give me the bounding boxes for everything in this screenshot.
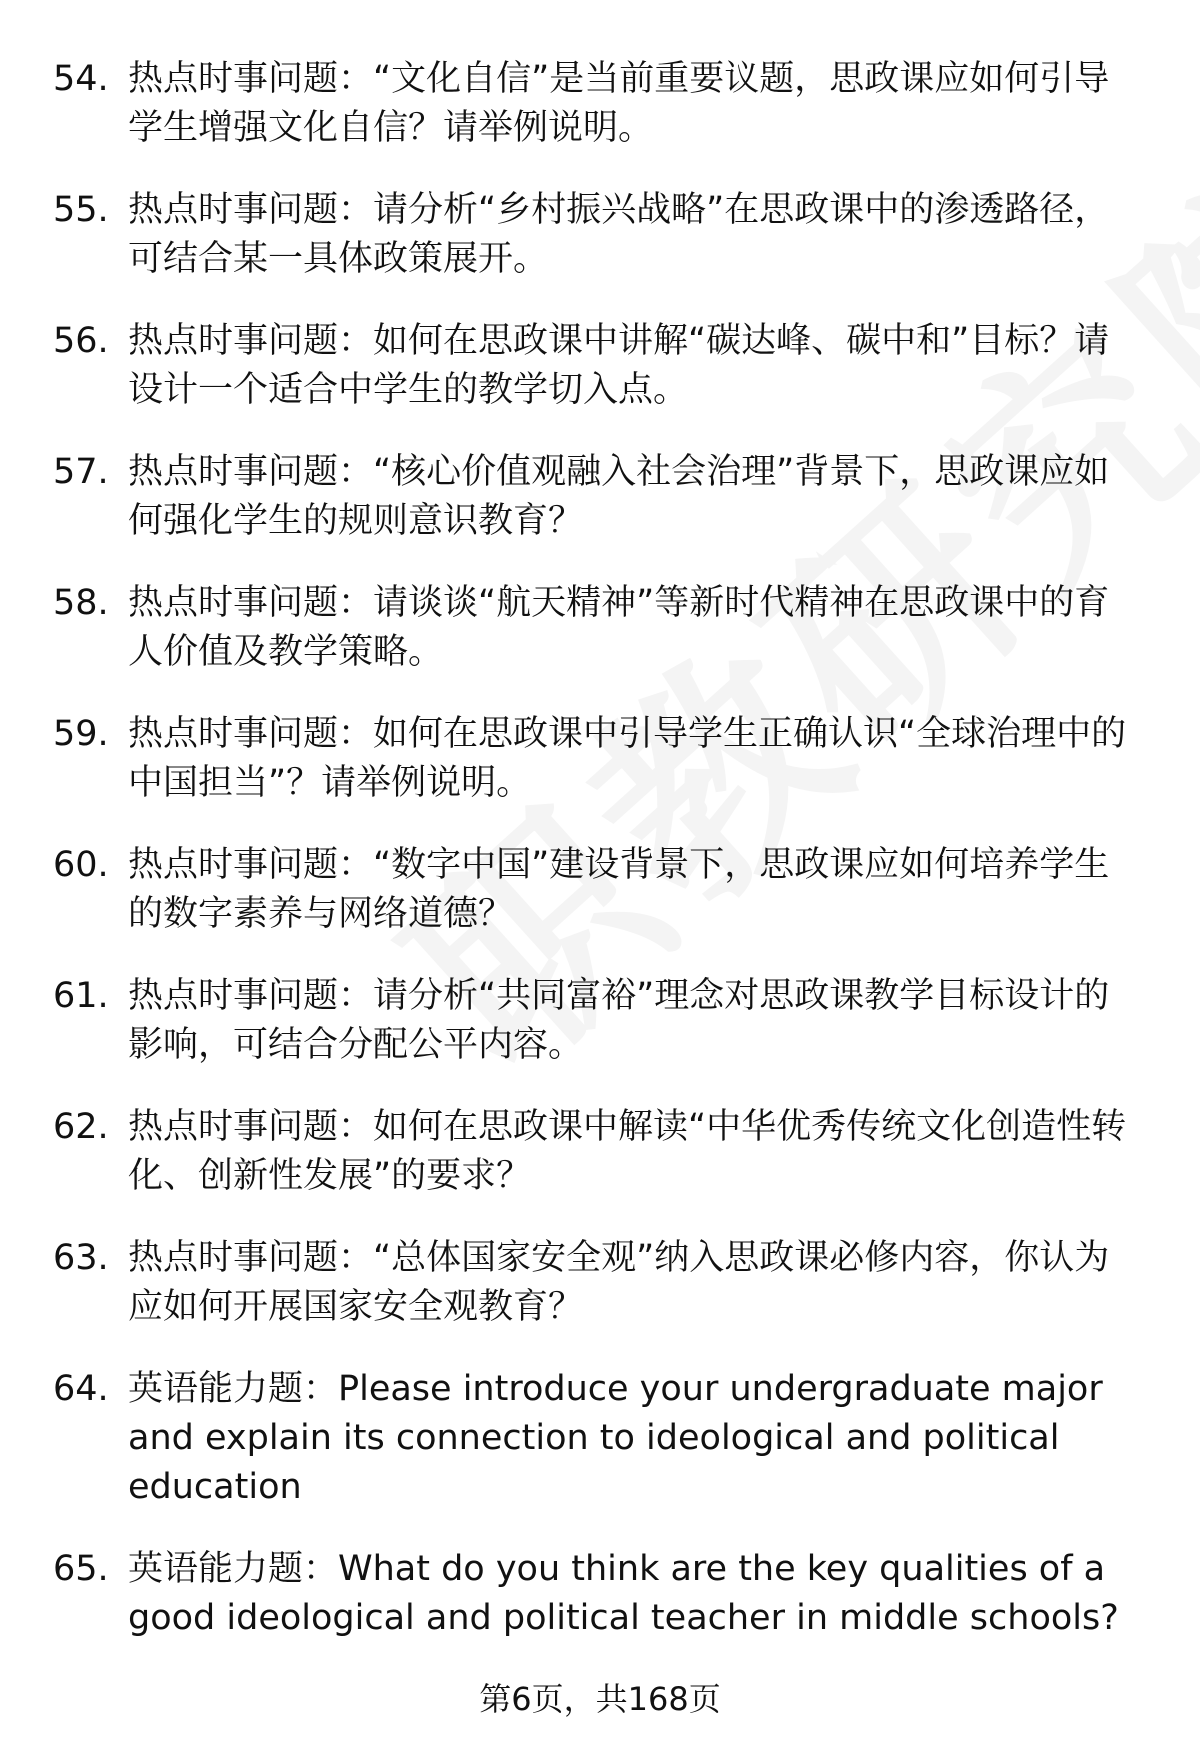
- question-number: 59.: [53, 714, 109, 754]
- page-footer: 第6页，共168页: [479, 1680, 721, 1718]
- question-text: 热点时事问题：“数字中国”建设背景下，思政课应如何培养学生的数字素养与网络道德？: [128, 845, 1110, 934]
- question-number: 60.: [53, 845, 109, 885]
- question-number: 65.: [53, 1549, 109, 1589]
- question-item: [0, 841, 1200, 972]
- question-text: 热点时事问题：请谈谈“航天精神”等新时代精神在思政课中的育人价值及教学策略。: [128, 583, 1110, 672]
- question-number: 64.: [53, 1369, 109, 1409]
- question-number: 62.: [53, 1107, 109, 1147]
- question-text: 热点时事问题：请分析“共同富裕”理念对思政课教学目标设计的影响，可结合分配公平内容。: [128, 976, 1110, 1065]
- question-item: [0, 186, 1200, 317]
- question-text: 英语能力题：Please introduce your undergraduate major and explain its connection to ideological and political education: [128, 1369, 1103, 1507]
- question-item: [0, 1365, 1200, 1545]
- question-text: 热点时事问题：“文化自信”是当前重要议题，思政课应如何引导学生增强文化自信？请举例说明。: [128, 59, 1110, 148]
- question-number: 55.: [53, 190, 109, 230]
- question-number: 61.: [53, 976, 109, 1016]
- question-number: 63.: [53, 1238, 109, 1278]
- question-item: [0, 710, 1200, 841]
- question-item: [0, 55, 1200, 186]
- question-number: 58.: [53, 583, 109, 623]
- question-number: 56.: [53, 321, 109, 361]
- question-text: 热点时事问题：如何在思政课中解读“中华优秀传统文化创造性转化、创新性发展”的要求？: [128, 1107, 1127, 1196]
- question-item: [0, 972, 1200, 1103]
- question-text: 热点时事问题：如何在思政课中讲解“碳达峰、碳中和”目标？请设计一个适合中学生的教学切入点。: [128, 321, 1110, 410]
- question-item: [0, 317, 1200, 448]
- question-text: 热点时事问题：请分析“乡村振兴战略”在思政课中的渗透路径，可结合某一具体政策展开。: [128, 190, 1110, 279]
- question-text: 热点时事问题：“总体国家安全观”纳入思政课必修内容，你认为应如何开展国家安全观教育？: [128, 1238, 1110, 1327]
- question-item: [0, 579, 1200, 710]
- question-item: [0, 1545, 1200, 1676]
- question-number: 57.: [53, 452, 109, 492]
- question-list: [0, 55, 1200, 1676]
- question-item: [0, 1103, 1200, 1234]
- question-text: 英语能力题：What do you think are the key qualities of a good ideological and political teacher in middle schools?: [128, 1549, 1119, 1638]
- question-number: 54.: [53, 59, 109, 99]
- question-text: 热点时事问题：“核心价值观融入社会治理”背景下，思政课应如何强化学生的规则意识教育？: [128, 452, 1110, 541]
- question-text: 热点时事问题：如何在思政课中引导学生正确认识“全球治理中的中国担当”？请举例说明。: [128, 714, 1127, 803]
- question-item: [0, 448, 1200, 579]
- question-item: [0, 1234, 1200, 1365]
